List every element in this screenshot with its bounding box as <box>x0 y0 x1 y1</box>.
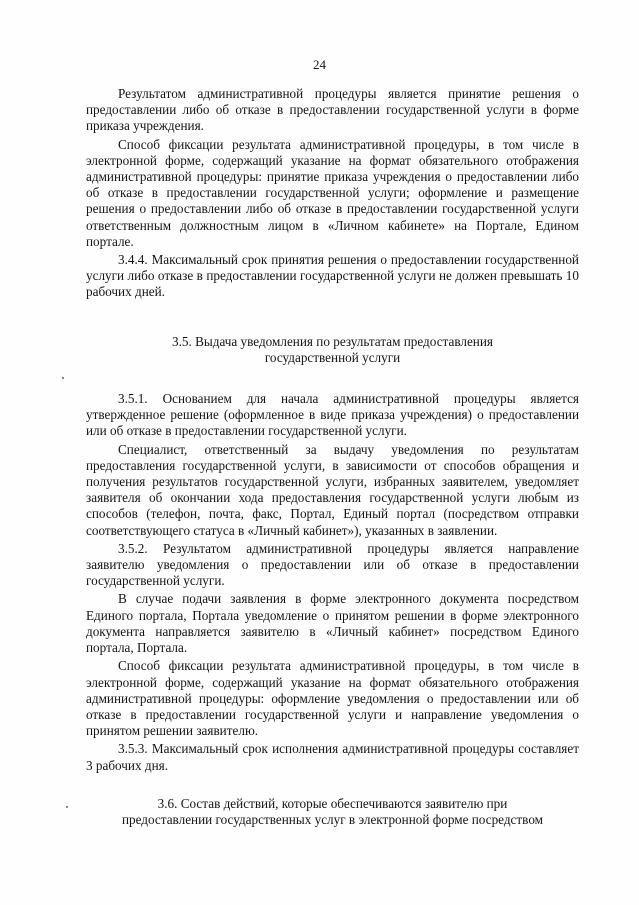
paragraph-specialist: Специалист, ответственный за выдачу уведомления по результатам предоставления государственной услуги, в зависимости от способов обращения и получения результатов государственной услуги, избранных заявителем, уведомляет заявителя об окончании хода предоставления государственной услуги любым из способов (телефон, почта, факс, Портал, Единый портал (посредством отправки соответствующего статуса в «Личный кабинет»), указанных в заявлении. <box>86 441 579 538</box>
paragraph-result-decision: Результатом административной процедуры является принятие решения о предоставлении либо об отказе в предоставлении государственной услуги в форме приказа учреждения. <box>86 86 579 134</box>
paragraph-3-5-1: 3.5.1. Основанием для начала административной процедуры является утвержденное решение (оформленное в виде приказа учреждения) о предоставлении или об отказе в предоставлении государственной услуги. <box>86 391 579 439</box>
paragraph-fixation-method: Способ фиксации результата административной процедуры, в том числе в электронной форме, содержащий указание на формат обязательного отображения административной процедуры: принятие приказа учреждения о предоставлении либо об отказе в предоставлении государственной услуги; оформление и размещение решения о предоставлении либо об отказе в предоставлении государственной услуги ответственным должностным лицом в «Личном кабинете» на Портале, Едином портале. <box>86 136 579 249</box>
paragraph-3-5-2: 3.5.2. Результатом административной процедуры является направление заявителю уведомления о предоставлении или об отказе в предоставлении государственной услуги. <box>86 540 579 589</box>
paragraph-3-4-4: 3.4.4. Максимальный срок принятия решения о предоставлении государственной услуги либо отказе в предоставлении государственной услуги не должен превышать 10 рабочих дней. <box>86 252 579 300</box>
section-heading-3-5 <box>86 334 579 366</box>
paragraph-3-5-3: 3.5.3. Максимальный срок исполнения административной процедуры составляет 3 рабочих дня. <box>86 741 579 773</box>
section-heading-3-6 <box>86 796 579 828</box>
section-heading-3-5-line2: государственной услуги <box>264 349 401 365</box>
document-body <box>86 86 579 828</box>
section-heading-3-6-line1: 3.6. Состав действий, которые обеспечиваются заявителю при <box>157 795 508 811</box>
section-heading-3-5-line1: 3.5. Выдача уведомления по результатам предоставления <box>172 333 493 349</box>
paragraph-fixation-method-2: Способ фиксации результата административной процедуры, в том числе в электронной форме, содержащий указание на формат обязательного отображения административной процедуры: оформление уведомления о предоставлении или об отказе в предоставлении государственной услуги и направление уведомления о принятом решении заявителю. <box>86 658 579 739</box>
paragraph-electronic-submission: В случае подачи заявления в форме электронного документа посредством Единого портала, Портала уведомление о принятом решении в форме электронного документа направляется заявителю в «Личный кабинет» посредством Единого портала, Портала. <box>86 591 579 656</box>
scan-speck <box>62 377 64 379</box>
section-heading-3-6-line2: предоставлении государственных услуг в электронной форме посредством <box>121 811 544 827</box>
scan-speck <box>66 806 68 808</box>
page-number: 24 <box>313 57 326 72</box>
